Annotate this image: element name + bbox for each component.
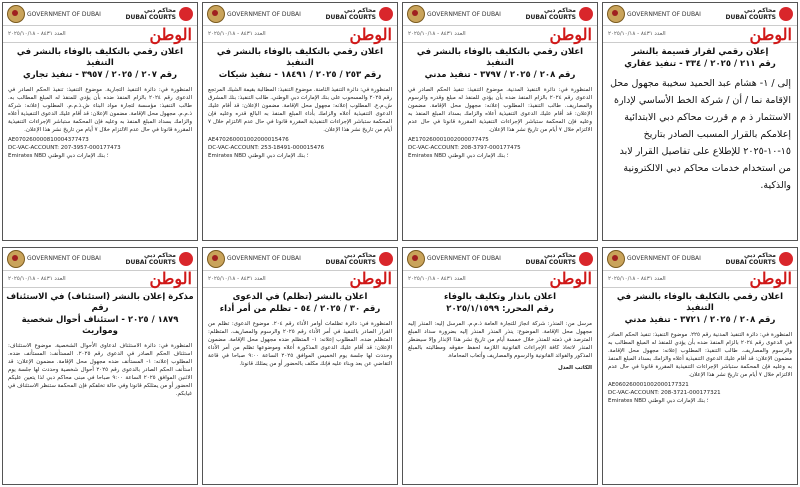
issue-date: العدد ٨٤٣١ - ٢٠٢٥/١٠/١٨ <box>8 31 66 37</box>
newspaper-brand: الوطن <box>149 24 192 44</box>
courts-logo-icon <box>779 252 793 266</box>
notice-card-8 <box>602 247 798 486</box>
dubai-courts-logo: محاكم دبي DUBAI COURTS <box>525 7 593 21</box>
dubai-courts-logo: محاكم دبي DUBAI COURTS <box>525 252 593 266</box>
card-header <box>3 3 197 25</box>
emblem-icon <box>607 250 625 268</box>
card-header: GOVERNMENT OF DUBAI محاكم دبي DUBAI COURTS <box>603 3 797 25</box>
notice-body: مرسل من: المنذر: شركة انجاز للتجارة العامة ذ.م.م. المرسل إليه: المنذر إليه مجهول محل الإقامة. الموضوع: ينذر المنذر المنذر إليه بضرورة سداد المبلغ المترصد في ذمته للمنذر خلال خمسة أيام من تاريخ نشر هذا الإنذار وإلا سيضطر المنذر لاتخاذ كافة الإجراءات القانونية اللازمة لحفظ حقوقه ومطالبته بالمبلغ المذكور والفوائد القانونية والرسوم والمصاريف وأتعاب المحاماة. <box>408 320 592 359</box>
notice-card-7 <box>402 247 598 486</box>
notice-title: اعلان بالنشر (تظلم) في الدعوى <box>232 291 368 302</box>
notary-signature: الكاتب العدل <box>557 364 592 371</box>
notice-body: المنظورة في: دائرة التنفيذ الثامنة. موضوع التنفيذ: المطالبة بقيمة الشيك المرتجع رقم ٢٠٢٥ والمسحوب على بنك الإمارات دبي الوطني. طالب التنفيذ: بنك المشرق ش.م.ع. المطلوب إعلانه: مجهول محل الإقامة. مضمون الإعلان: قد أقام عليك الدعوى التنفيذية أعلاه والزامك بأداء المبلغ المنفذ به البالغ قدره وعليه فإن المحكمة ستباشر الإجراءات التنفيذية المقررة قانونا في حال عدم الالتزام خلال ٧ أيام من تاريخ نشر هذا الإعلان. <box>208 87 392 133</box>
notice-card-3 <box>402 2 598 241</box>
dubai-govt-emblem: GOVERNMENT OF DUBAI <box>7 5 101 23</box>
card-header: GOVERNMENT OF DUBAI محاكم دبي DUBAI COURTS <box>203 3 397 25</box>
newspaper-brand: الوطن <box>349 269 392 288</box>
card-header: GOVERNMENT OF DUBAI محاكم دبي DUBAI COURTS <box>403 3 597 25</box>
dubai-courts-logo: محاكم دبي DUBAI COURTS <box>725 7 793 21</box>
card-header: GOVERNMENT OF DUBAI محاكم دبي DUBAI COURTS <box>3 248 197 270</box>
courts-logo-icon <box>579 7 593 21</box>
notice-body: المنظورة في: دائرة الاستئناف لدعاوى الأحوال الشخصية. موضوع الاستئناف: استئناف الحكم الصادر في الدعوى رقم ٢٠٢٥. المستأنف: المستأنف ضده. المطلوب إعلانه: ١- المستأنف ضده مجهول محل الإقامة. مضمون الإعلان: قد استأنف الحكم الصادر بالدعوى رقم ٢٠٢٥ أحوال شخصية وحددت لها جلسة يوم الاثنين الموافق ٢٠٢٥ الساعة ٩:٠٠ صباحا في مبنى محاكم دبي لذا يتعين عليكم الحضور أو من يمثلكم قانونا وفي حالة تخلفكم فإن المحكمة ستنظر الاستئناف في غيابكم. <box>8 342 193 397</box>
courts-logo-icon <box>379 252 393 266</box>
emblem-icon <box>207 250 225 268</box>
bank-name: Emirates NBD ؛ بنك الإمارات دبي الوطني <box>608 397 709 404</box>
notice-card-1 <box>2 2 198 241</box>
emblem-icon <box>207 5 225 23</box>
notice-title: اعلان رقمي بالتكليف بالوفاء بالنشر في التنفيذ <box>216 47 384 68</box>
notice-title: مذكرة إعلان بالنشر (استئناف) في الاستئناف رقم <box>6 291 194 313</box>
issue-date: العدد ٨٤٣١ - ٢٠٢٥/١٠/١٨ <box>608 275 666 282</box>
vac-account: DC-VAC-ACCOUNT: 208-3797-000177475 <box>408 145 521 151</box>
notice-title: اعلان بانذار وتكليف بالوفاء <box>443 291 557 302</box>
dubai-courts-logo: محاكم دبي DUBAI COURTS <box>125 252 193 266</box>
newspaper-brand: الوطن <box>749 24 792 44</box>
issue-date: العدد ٨٤٣١ - ٢٠٢٥/١٠/١٨ <box>408 275 466 282</box>
notice-case-number: رقم ٢٠٨ / ٢٠٢٥ / ٣٧٢١ - تنفيذ مدني <box>624 314 776 325</box>
courts-logo-icon <box>579 252 593 266</box>
notice-title: إعلان رقمي لقرار قسيمة بالنشر <box>631 47 769 57</box>
emblem-icon <box>7 5 25 23</box>
emblem-icon <box>607 5 625 23</box>
notice-case-number: ١٨٧٩ / ٢٠٢٥ - استئناف أحوال شخصية ومواريث <box>21 314 179 336</box>
notice-body: المنظورة في: دائرة تظلمات أوامر الأداء رقم ٢٠٤. موضوع الدعوى: تظلم من القرار الصادر بالتنفيذ في أمر الأداء رقم ٢٠٢٥ والرسوم والمصاريف. المتظلم: المتظلم ضده. المطلوب إعلانه: ١- المتظلم ضده مجهول محل الإقامة. مضمون الإعلان: قد أقام عليك الدعوى المذكورة أعلاه وموضوعها تظلم من أمر الأداء وحددت لها جلسة يوم الخميس الموافق ٢٠٢٥ الساعة ٩:٠٠ صباحا في قاعة التقاضي عن بعد وبناء عليه فإنك مكلف بالحضور أو من يمثلك قانونا. <box>208 320 393 367</box>
iban: AE170260001002000077475 <box>408 137 489 143</box>
bank-name: Emirates NBD ؛ بنك الإمارات دبي الوطني <box>8 153 109 159</box>
issue-date: العدد ٨٤٣١ - ٢٠٢٥/١٠/١٨ <box>608 31 666 37</box>
emblem-icon <box>407 250 425 268</box>
newspaper-brand: الوطن <box>149 269 192 288</box>
dubai-courts-logo: محاكم دبي DUBAI COURTS <box>725 252 793 266</box>
notice-card-6 <box>202 247 398 486</box>
newspaper-brand: الوطن <box>549 24 592 44</box>
notice-card-5 <box>2 247 198 486</box>
notice-body: المنظورة في: دائرة التنفيذ المدنية رقم ٢٢٥. موضوع التنفيذ: تنفيذ الحكم الصادر في الدعوى رقم ٢٠٢٤ بالزام المنفذ ضده بأن يؤدي للمنفذ له المبلغ المطالب به والرسوم والمصاريف. طالب التنفيذ: المطلوب إعلانه: مجهول محل الإقامة. مضمون الإعلان: قد أقام عليك الدعوى التنفيذية أعلاه والزامك بسداد المبلغ المنفذ به وعليه فإن المحكمة ستباشر الإجراءات التنفيذية المقررة قانونا في حال عدم الالتزام خلال ٧ أيام من تاريخ نشر هذا الإعلان. <box>608 331 792 378</box>
bank-name: Emirates NBD ؛ بنك الإمارات دبي الوطني <box>408 153 509 159</box>
courts-logo-icon <box>179 252 193 266</box>
newspaper-brand: الوطن <box>749 269 792 288</box>
issue-date: العدد ٨٤٣١ - ٢٠٢٥/١٠/١٨ <box>408 31 466 37</box>
notice-card-2 <box>202 2 398 241</box>
dubai-courts-logo: محاكم دبي DUBAI COURTS <box>325 7 393 21</box>
iban: AE070260000810004377473 <box>8 137 89 143</box>
notice-card-4 <box>602 2 798 241</box>
iban: AE470260001002000015476 <box>208 137 289 143</box>
notice-title: اعلان رقمي بالتكليف بالوفاء بالنشر في التنفيذ <box>616 291 784 313</box>
newspaper-brand: الوطن <box>549 269 592 288</box>
card-header: GOVERNMENT OF DUBAI محاكم دبي DUBAI COURTS <box>203 248 397 270</box>
courts-logo-icon <box>379 7 393 21</box>
notice-case-number: رقم المحرر: ٢٠٢٥/١/١٥٩٩ <box>446 303 554 314</box>
issue-date: العدد ٨٤٣١ - ٢٠٢٥/١٠/١٨ <box>8 275 66 282</box>
notices-grid <box>2 2 798 485</box>
notice-case-number: رقم ٢١١ / ٢٠٢٥ / ٣٣٤ - تنفيذ عقاري <box>624 59 776 69</box>
notice-case-number: رقم ٢٥٣ / ٢٠٢٥ / ١٨٤٩١ - تنفيذ شيكات <box>218 70 382 80</box>
card-header: GOVERNMENT OF DUBAI محاكم دبي DUBAI COURTS <box>403 248 597 270</box>
bank-name: Emirates NBD ؛ بنك الإمارات دبي الوطني <box>208 153 309 159</box>
courts-logo-icon <box>779 7 793 21</box>
emblem-icon <box>7 250 25 268</box>
notice-title: اعلان رقمي بالتكليف بالوفاء بالنشر في التنفيذ <box>16 47 184 68</box>
notice-body: المنظورة في: دائرة التنفيذ المدنية. موضوع التنفيذ: تنفيذ الحكم الصادر في الدعوى رقم ٢٠٢٤ بالزام المنفذ ضده بأن يؤدي للمنفذ له مبلغ وقدره والرسوم والمصاريف. طالب التنفيذ: المطلوب إعلانه: مجهول محل الإقامة. مضمون الإعلان: قد أقام عليك الدعوى التنفيذية أعلاه والزامك بسداد المبلغ المنفذ به وعليه فإن المحكمة ستباشر الإجراءات التنفيذية المقررة قانونا في حال عدم الالتزام خلال ٧ أيام من تاريخ نشر هذا الإعلان. <box>408 87 592 133</box>
newspaper-brand: الوطن <box>349 24 392 44</box>
courts-logo-icon <box>179 7 193 21</box>
dubai-courts-logo: محاكم دبي DUBAI COURTS <box>325 252 393 266</box>
notice-case-number: رقم ٢٠٨ / ٢٠٢٥ / ٣٧٩٧ - تنفيذ مدني <box>424 70 576 80</box>
notice-body: المنظورة في: دائرة التنفيذ التجارية. موضوع التنفيذ: تنفيذ الحكم الصادر في الدعوى رقم ٢٠٢٤ بالزام المنفذ ضده بأن يؤدي للمنفذ له المبلغ المطالب به. طالب التنفيذ: مؤسسة لتجارة مواد البناء ش.ذ.م.م. المطلوب إعلانه: شركة ذ.م.م. مجهول محل الإقامة. مضمون الإعلان: قد أقام عليك الدعوى التنفيذية أعلاه والزامك بسداد المبلغ المنفذ به وعليه فإن المحكمة ستباشر الإجراءات التنفيذية المقررة قانونا في حال عدم الالتزام خلال ٧ أيام من تاريخ نشر هذا الإعلان. <box>8 87 192 133</box>
notice-case-number: رقم ٢٠٧ / ٢٠٢٥ / ٣٩٥٧ - تنفيذ تجاري <box>22 70 178 80</box>
notice-case-number: رقم ٣٠ / ٢٠٢٥ / ٥٤ - تظلم من أمر أداء <box>219 303 381 314</box>
dubai-courts-logo: محاكم دبي DUBAI COURTS <box>125 7 193 21</box>
vac-account: DC-VAC-ACCOUNT: 208-3721-000177321 <box>608 389 721 396</box>
iban: AE060260001002000177321 <box>608 381 689 388</box>
notice-body: إلى / ١- هشام عبد الحميد سخيبة مجهول محل الإقامة نما / أن / شركة الخط الأساسي لإدارة الاستثمار ذ م م قررت محاكم دبي الابتدائية إعلامكم بالقرار المسبب الصادر بتاريخ ١٥-١٠-٢٠٢٥ للإطلاع على تفاصيل القرار لابد من استخدام خدمات محاكم دبي الالكترونية والذكية. <box>610 78 791 191</box>
issue-date: العدد ٨٤٣١ - ٢٠٢٥/١٠/١٨ <box>208 275 266 282</box>
issue-date: العدد ٨٤٣١ - ٢٠٢٥/١٠/١٨ <box>208 31 266 37</box>
emblem-icon <box>407 5 425 23</box>
vac-account: DC-VAC-ACCOUNT: 207-3957-000177473 <box>8 145 121 151</box>
notice-title: اعلان رقمي بالتكليف بالوفاء بالنشر في التنفيذ <box>416 47 584 68</box>
vac-account: DC-VAC-ACCOUNT: 253-18491-000015476 <box>208 145 325 151</box>
card-header: GOVERNMENT OF DUBAI محاكم دبي DUBAI COURTS <box>603 248 797 270</box>
